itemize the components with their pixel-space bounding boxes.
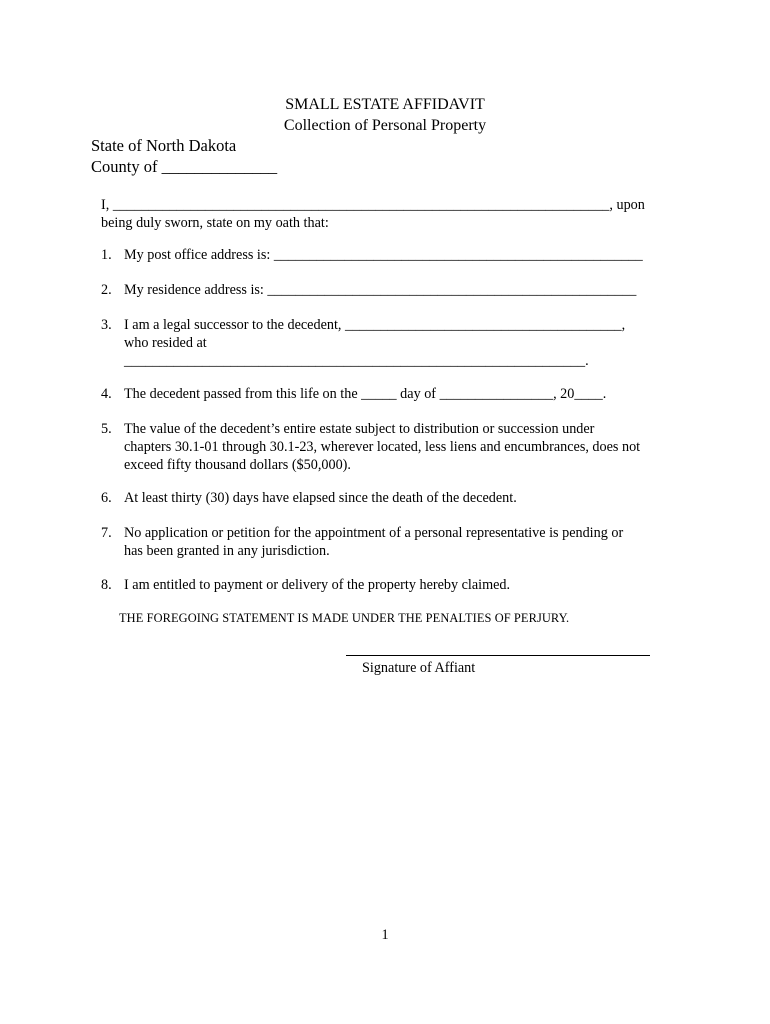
statement-item-5 xyxy=(101,420,686,474)
signature-line xyxy=(346,655,650,656)
signature-label: Signature of Affiant xyxy=(362,660,476,676)
item-text: At least thirty (30) days have elapsed since the death of the decedent. xyxy=(124,490,517,506)
item-number: 4. xyxy=(101,386,112,402)
item-number: 8. xyxy=(101,577,112,593)
statement-item-3 xyxy=(101,316,686,370)
item-text-line-1: I am a legal successor to the decedent, _______________________________________, xyxy=(124,317,626,333)
item-text-line-2: has been granted in any jurisdiction. xyxy=(124,543,330,559)
intro-paragraph xyxy=(101,196,691,232)
document-title: SMALL ESTATE AFFIDAVIT xyxy=(285,96,485,113)
item-text: My residence address is: ____________________________________________________ xyxy=(124,282,637,298)
statement-item-6 xyxy=(101,489,686,507)
perjury-statement: THE FOREGOING STATEMENT IS MADE UNDER THE PENALTIES OF PERJURY. xyxy=(119,611,570,625)
item-text-line-3: _________________________________________________________________. xyxy=(124,353,589,369)
item-text: The decedent passed from this life on the _____ day of ________________, 20____. xyxy=(124,386,607,402)
item-number: 1. xyxy=(101,247,112,263)
state-line: State of North Dakota xyxy=(91,136,237,155)
document-subtitle: Collection of Personal Property xyxy=(283,117,487,134)
statement-item-1 xyxy=(101,246,686,264)
page-number: 1 xyxy=(381,927,389,943)
item-text: I am entitled to payment or delivery of the property hereby claimed. xyxy=(124,577,511,593)
item-text-line-2: who resided at xyxy=(124,335,207,351)
item-text: My post office address is: ____________________________________________________ xyxy=(124,247,643,263)
item-text-line-1: No application or petition for the appointment of a personal representative is pending or xyxy=(124,525,624,541)
item-text-line-2: chapters 30.1-01 through 30.1-23, wherever located, less liens and encumbrances, does not xyxy=(124,439,641,455)
item-number: 6. xyxy=(101,490,112,506)
statement-item-8 xyxy=(101,576,686,594)
item-number: 7. xyxy=(101,525,112,541)
item-number: 2. xyxy=(101,282,112,298)
title-block xyxy=(0,94,770,136)
statement-item-7 xyxy=(101,524,686,560)
statement-item-4 xyxy=(101,385,686,403)
venue-block xyxy=(91,135,277,177)
item-text-line-3: exceed fifty thousand dollars ($50,000). xyxy=(124,457,351,473)
county-line: County of ______________ xyxy=(91,157,278,176)
item-number: 3. xyxy=(101,317,112,333)
intro-line-1: I, ______________________________________________________________________, upon xyxy=(101,197,645,213)
statement-item-2 xyxy=(101,281,686,299)
item-text-line-1: The value of the decedent’s entire estate subject to distribution or succession under xyxy=(124,421,595,437)
intro-line-2: being duly sworn, state on my oath that: xyxy=(101,215,329,231)
item-number: 5. xyxy=(101,421,112,437)
